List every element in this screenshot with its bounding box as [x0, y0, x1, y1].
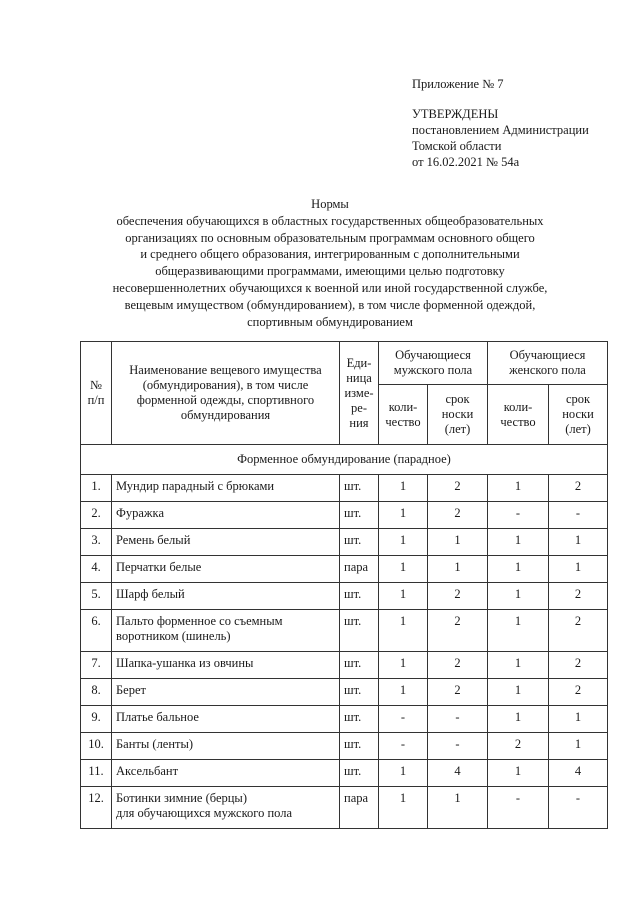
header-item-name: Наименование вещевого имущества (обмундирования), в том числе форменной одежды, спортивного обмундирования	[112, 342, 340, 445]
title-line: вещевым имуществом (обмундированием), в том числе форменной одеждой,	[124, 297, 536, 312]
title-line: организациях по основным образовательным программам основного общего	[125, 230, 535, 245]
header-female-qty: коли- чество	[488, 385, 549, 445]
table-row: 5. Шарф белый шт. 1 2 1 2	[81, 583, 608, 610]
title-heading: Нормы	[311, 197, 349, 211]
approved-label: УТВЕРЖДЕНЫ	[412, 107, 499, 121]
norms-table	[80, 341, 608, 829]
approval-line-1: постановлением Администрации	[412, 123, 589, 137]
table-row: 1. Мундир парадный с брюками шт. 1 2 1 2	[81, 475, 608, 502]
document-title	[40, 196, 620, 330]
header-female-term: срок носки (лет)	[549, 385, 608, 445]
approval-line-3: от 16.02.2021 № 54а	[412, 155, 520, 169]
header-male: Обучающиеся мужского пола	[379, 342, 488, 385]
appendix-block	[412, 76, 589, 170]
table-row: 4. Перчатки белые пара 1 1 1 1	[81, 556, 608, 583]
table-row: 6. Пальто форменное со съемным воротником (шинель) шт. 1 2 1 2	[81, 610, 608, 652]
table-row: 11. Аксельбант шт. 1 4 1 4	[81, 760, 608, 787]
title-line: обеспечения обучающихся в областных государственных общеобразовательных	[116, 213, 544, 228]
title-line: и среднего общего образования, интегрированным с дополнительными	[140, 247, 520, 262]
header-female: Обучающиеся женского пола	[488, 342, 608, 385]
header-unit: Еди- ница изме- ре- ния	[340, 342, 379, 445]
table-row: 10. Банты (ленты) шт. - - 2 1	[81, 733, 608, 760]
title-line: спортивным обмундированием	[247, 314, 413, 329]
appendix-number: Приложение № 7	[412, 77, 504, 91]
section-heading: Форменное обмундирование (парадное)	[81, 445, 608, 475]
table-row: 8. Берет шт. 1 2 1 2	[81, 679, 608, 706]
approval-line-2: Томской области	[412, 139, 502, 153]
table-row: 7. Шапка-ушанка из овчины шт. 1 2 1 2	[81, 652, 608, 679]
table-row: 2. Фуражка шт. 1 2 - -	[81, 502, 608, 529]
table-row: 3. Ремень белый шт. 1 1 1 1	[81, 529, 608, 556]
table-row: 12. Ботинки зимние (берцы) для обучающихся мужского пола пара 1 1 - -	[81, 787, 608, 829]
title-line: общеразвивающими программами, имеющими целью подготовку	[155, 264, 505, 279]
header-number: № п/п	[81, 342, 112, 445]
title-line: несовершеннолетних обучающихся к военной или иной государственной службе,	[112, 280, 548, 295]
header-male-qty: коли- чество	[379, 385, 428, 445]
header-male-term: срок носки (лет)	[428, 385, 488, 445]
table-row: 9. Платье бальное шт. - - 1 1	[81, 706, 608, 733]
